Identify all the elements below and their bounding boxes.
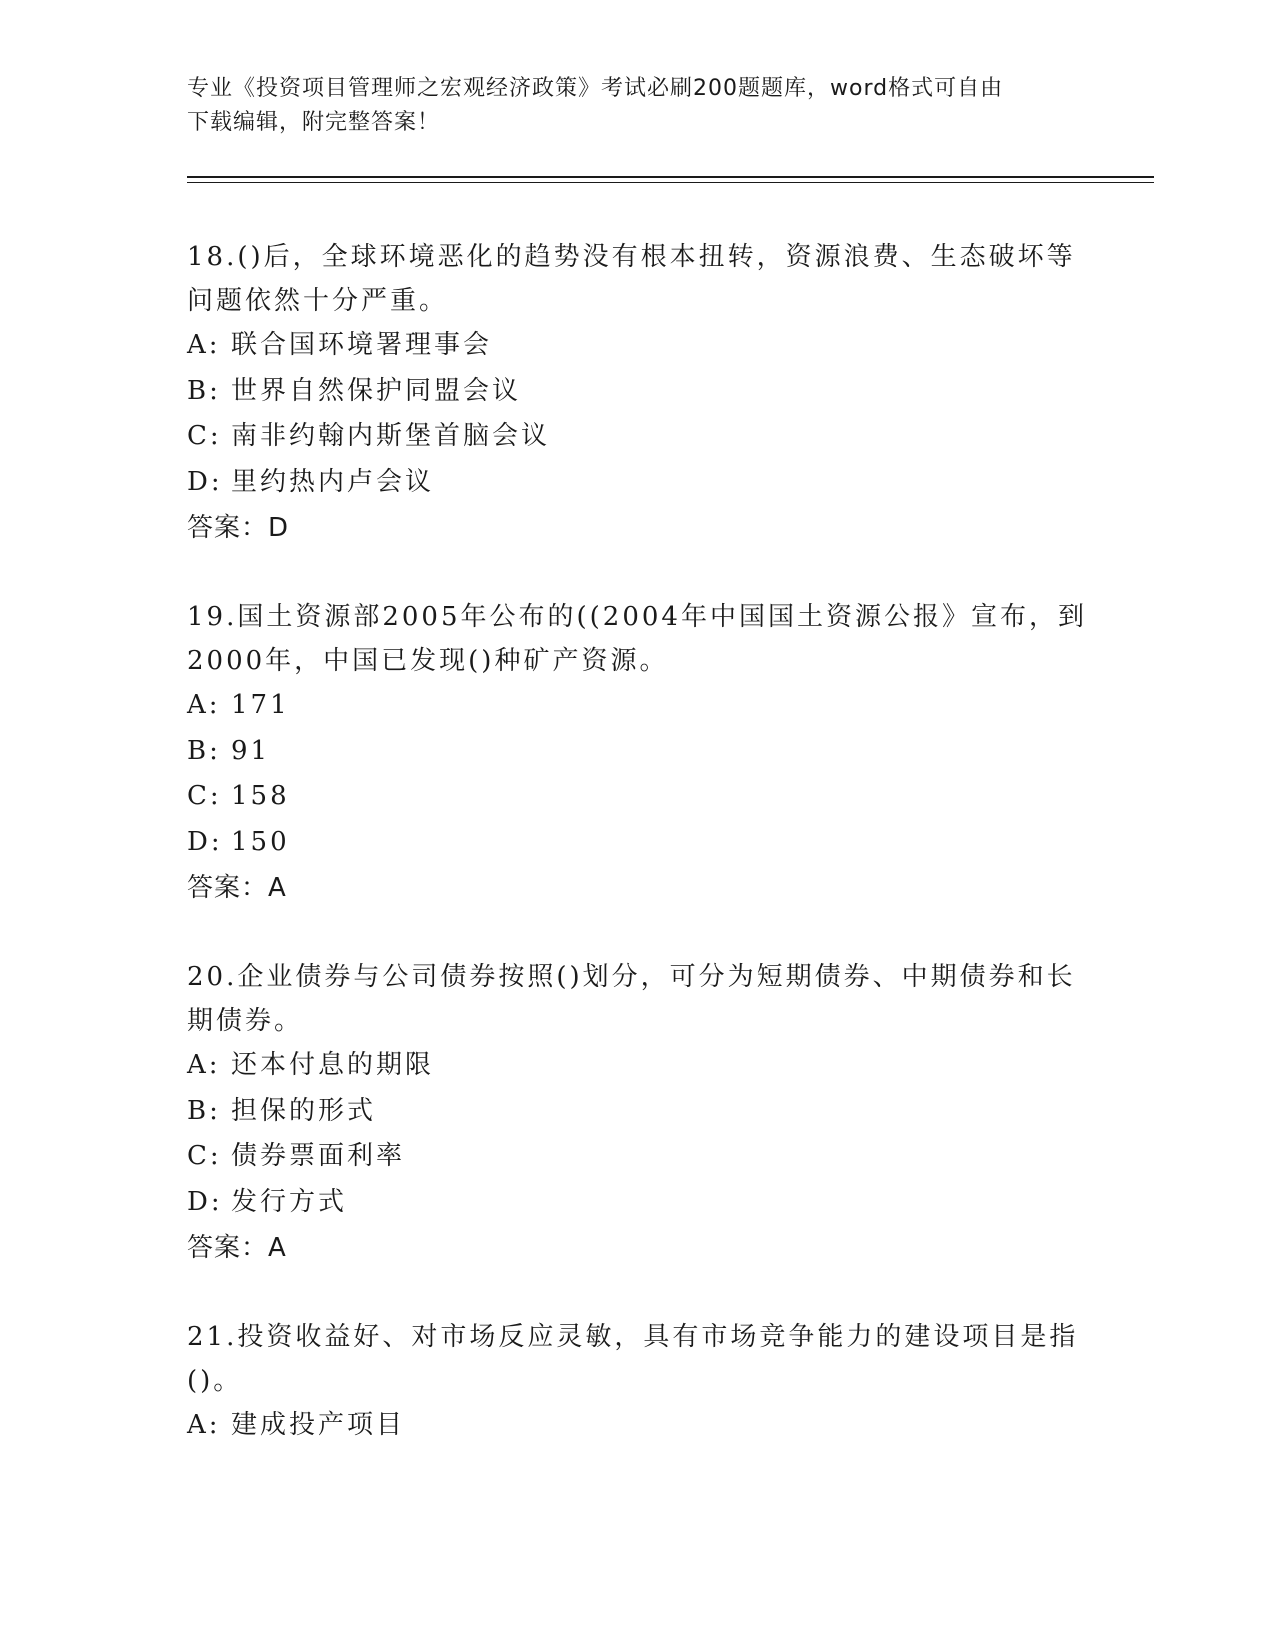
question-list — [187, 235, 1087, 1493]
option-text: 建成投产项目 — [231, 1410, 406, 1440]
option-letter: B: — [187, 375, 221, 406]
option-letter: D: — [187, 826, 223, 857]
option-letter: A: — [187, 330, 221, 360]
answer-line: 答案：A — [187, 1233, 287, 1263]
header-divider — [187, 176, 1154, 183]
option-letter: B: — [187, 735, 221, 766]
header-line-2: 下载编辑，附完整答案！ — [187, 110, 441, 135]
option-a — [187, 683, 1087, 729]
question-stem: 21.投资收益好、对市场反应灵敏，具有市场竞争能力的建设项目是指()。 — [187, 1322, 1079, 1396]
option-b — [187, 1089, 1087, 1135]
question-stem: 20.企业债券与公司债券按照()划分，可分为短期债券、中期债券和长期债券。 — [187, 962, 1076, 1036]
option-c — [187, 1134, 1087, 1180]
option-text: 91 — [231, 735, 271, 766]
option-text: 债券票面利率 — [231, 1141, 406, 1171]
option-c — [187, 774, 1087, 820]
question-19 — [187, 595, 1087, 911]
option-text: 联合国环境署理事会 — [231, 330, 493, 360]
option-text: 150 — [231, 826, 290, 857]
option-letter: A: — [187, 690, 221, 720]
option-b — [187, 369, 1087, 415]
option-letter: B: — [187, 1095, 221, 1126]
answer-line: 答案：A — [187, 873, 287, 903]
option-text: 171 — [231, 690, 290, 720]
option-text: 158 — [231, 781, 290, 811]
option-d — [187, 1180, 1087, 1226]
answer-line: 答案：D — [187, 513, 290, 543]
option-letter: A: — [187, 1410, 221, 1440]
option-a — [187, 1403, 1087, 1449]
question-stem: 19.国土资源部2005年公布的((2004年中国国土资源公报》宣布，到2000年，中国已发现()种矿产资源。 — [187, 602, 1087, 676]
question-20 — [187, 955, 1087, 1271]
question-18 — [187, 235, 1087, 551]
option-d — [187, 460, 1087, 506]
header-line-1: 专业《投资项目管理师之宏观经济政策》考试必刷200题题库，word格式可自由 — [187, 76, 1004, 101]
option-b — [187, 729, 1087, 775]
question-21 — [187, 1315, 1087, 1449]
option-letter: C: — [187, 781, 222, 811]
option-letter: C: — [187, 421, 222, 451]
document-header — [187, 72, 1067, 140]
option-letter: D: — [187, 1186, 223, 1217]
option-letter: D: — [187, 466, 223, 497]
option-a — [187, 1043, 1087, 1089]
option-text: 里约热内卢会议 — [231, 466, 435, 497]
question-stem: 18.()后，全球环境恶化的趋势没有根本扭转，资源浪费、生态破坏等问题依然十分严重。 — [187, 242, 1076, 316]
option-letter: C: — [187, 1141, 222, 1171]
option-text: 世界自然保护同盟会议 — [231, 375, 522, 406]
option-text: 南非约翰内斯堡首脑会议 — [231, 421, 551, 451]
option-d — [187, 820, 1087, 866]
option-a — [187, 323, 1087, 369]
option-letter: A: — [187, 1050, 221, 1080]
option-text: 还本付息的期限 — [231, 1050, 435, 1080]
option-c — [187, 414, 1087, 460]
option-text: 发行方式 — [231, 1186, 348, 1217]
option-text: 担保的形式 — [231, 1095, 377, 1126]
